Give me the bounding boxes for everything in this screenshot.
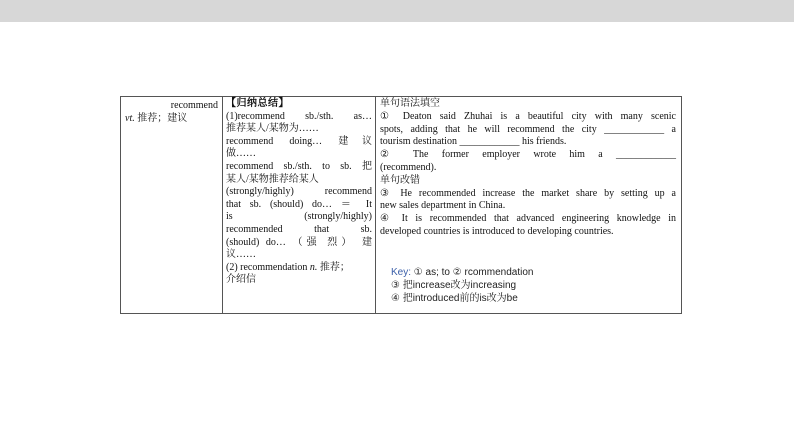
summary-line: (strongly/highly) recommend [226,186,372,198]
summary-line: is (strongly/highly) [226,211,372,223]
key-line-3: ④ 把introduced前的is改为be [391,293,518,304]
exercise-q1-line: ① Deaton said Zhuhai is a beautiful city with many scenic [380,110,676,122]
exercise-block [380,98,676,239]
summary-heading: 【归纳总结】 [226,98,289,109]
exercise-q1-line: spots, adding that he will recommend the city ____________ a [380,123,676,135]
exercise-title-fill: 单句语法填空 [380,98,440,109]
key-line-2: ③ 把increase改为increasing [391,280,517,291]
exercise-column [376,97,681,313]
exercise-q4-line: ④ It is recommended that advanced engineering knowledge in [380,213,676,225]
summary-line: recommend sb./sth. to sb. 把 [226,160,372,172]
exercise-q4-line: developed countries is introduced to developing countries. [380,225,614,237]
exercise-q2-line: (recommend). [380,161,437,173]
key-answer-1: ① as; to ② rcommendation [411,267,534,278]
exercise-q3-line: ③ He recommended increase the market share by setting up a [380,187,676,199]
summary-line: 做…… [226,148,256,160]
summary-line: recommend doing… 建议 [226,135,372,147]
summary-last-meaning: 推荐； [317,261,350,273]
summary-column [223,97,376,313]
summary-line: (1)recommend sb./sth. as… [226,110,372,122]
vocab-pos: vt. [125,113,135,124]
summary-last-pos: n. [309,261,318,273]
summary-line: 推荐某人/某物为…… [226,123,319,135]
word-column [121,97,223,313]
vocab-meaning-text: 推荐；建议 [137,113,188,124]
vocab-word: recommend [170,100,218,111]
summary-line: that sb. (should) do… ＝ It [226,198,372,210]
summary-line-recommendation [226,262,372,275]
summary-line: (should) do… （强 烈） 建 [226,236,372,248]
vocabulary-table [120,96,682,314]
exercise-q2-line: ② The former employer wrote him a ____________ [380,149,676,161]
key-line-1 [391,266,681,279]
summary-line: 某人/某物推荐给某人 [226,173,319,185]
answer-key [391,266,681,305]
summary-last-prefix: (2) recommendation [226,261,310,273]
key-label: Key: [391,267,412,278]
exercise-q1-line: tourism destination ____________ his friends. [380,136,567,148]
summary-line: 议…… [226,249,256,261]
summary-line: 介绍信 [226,274,256,286]
exercise-title-correct: 单句改错 [380,174,420,186]
summary-line: recommended that sb. [226,223,372,235]
exercise-q3-line: new sales department in China. [380,200,506,212]
summary-block [226,98,372,287]
vocab-meaning [125,113,187,125]
top-gray-bar [0,0,794,22]
